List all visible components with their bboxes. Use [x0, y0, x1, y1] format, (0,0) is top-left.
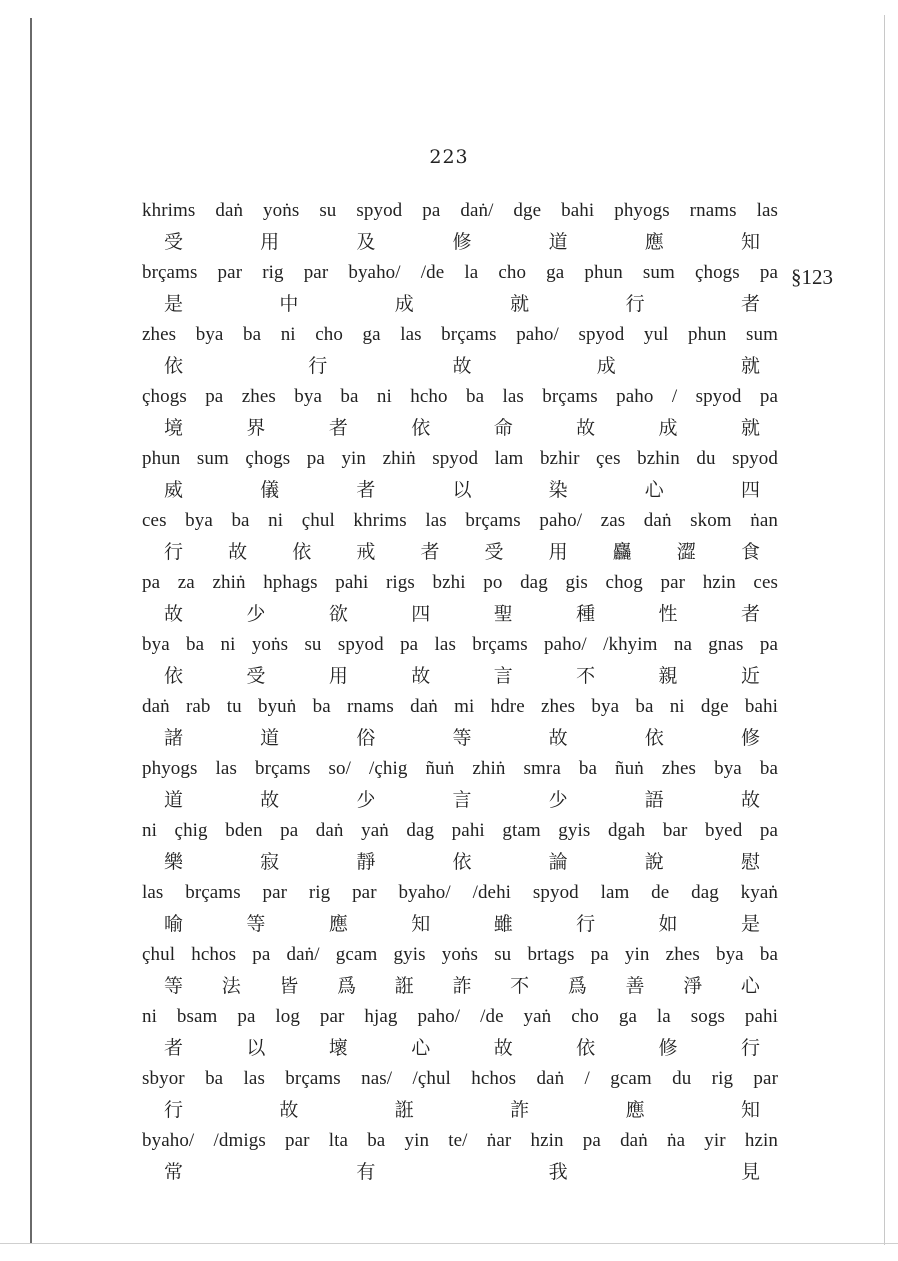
chinese-gloss-char: 心 [644, 479, 664, 501]
chinese-gloss-char: 用 [328, 665, 348, 687]
chinese-gloss-char: 者 [328, 417, 348, 439]
chinese-gloss-line [142, 538, 778, 566]
chinese-gloss-char: 知 [411, 913, 431, 935]
chinese-gloss-char: 就 [740, 417, 760, 439]
text-block [142, 194, 778, 1186]
chinese-gloss-line [142, 290, 778, 318]
chinese-gloss-char: 食 [740, 541, 760, 563]
interlinear-row [142, 256, 778, 318]
tibetan-line: bya ba ni yoṅs su spyod pa las brçams paho/ /khyim na gnas pa [142, 634, 778, 655]
chinese-gloss-char: 見 [740, 1161, 760, 1183]
chinese-gloss-char: 詐 [510, 1099, 530, 1121]
chinese-gloss-char: 諸 [164, 727, 184, 749]
chinese-gloss-char: 等 [246, 913, 266, 935]
chinese-gloss-char: 四 [740, 479, 760, 501]
chinese-gloss-char: 語 [644, 789, 664, 811]
chinese-gloss-char: 不 [510, 975, 530, 997]
interlinear-row [142, 504, 778, 566]
page-number: 223 [429, 146, 469, 168]
chinese-gloss-char: 故 [576, 417, 596, 439]
interlinear-row [142, 442, 778, 504]
chinese-gloss-line [142, 228, 778, 256]
chinese-gloss-char: 心 [411, 1037, 431, 1059]
chinese-gloss-char: 成 [394, 293, 414, 315]
chinese-gloss-char: 境 [164, 417, 184, 439]
chinese-gloss-char: 行 [164, 1099, 184, 1121]
chinese-gloss-char: 知 [740, 1099, 760, 1121]
chinese-gloss-line [142, 1096, 778, 1124]
chinese-gloss-line [142, 600, 778, 628]
interlinear-row [142, 1062, 778, 1124]
interlinear-row [142, 938, 778, 1000]
chinese-gloss-char: 近 [740, 665, 760, 687]
chinese-gloss-char: 故 [260, 789, 280, 811]
interlinear-row [142, 628, 778, 690]
chinese-gloss-char: 行 [740, 1037, 760, 1059]
chinese-gloss-char: 依 [164, 665, 184, 687]
interlinear-row [142, 1124, 778, 1186]
chinese-gloss-char: 依 [164, 355, 184, 377]
chinese-gloss-char: 道 [164, 789, 184, 811]
chinese-gloss-char: 皆 [279, 975, 299, 997]
chinese-gloss-char: 應 [644, 231, 664, 253]
interlinear-row [142, 690, 778, 752]
chinese-gloss-char: 命 [493, 417, 513, 439]
chinese-gloss-char: 故 [279, 1099, 299, 1121]
left-margin-rule [30, 18, 32, 1243]
chinese-gloss-char: 俗 [356, 727, 376, 749]
chinese-gloss-char: 我 [548, 1161, 568, 1183]
chinese-gloss-char: 依 [292, 541, 312, 563]
chinese-gloss-char: 故 [411, 665, 431, 687]
chinese-gloss-char: 依 [576, 1037, 596, 1059]
chinese-gloss-char: 澀 [676, 541, 696, 563]
chinese-gloss-char: 故 [164, 603, 184, 625]
chinese-gloss-char: 道 [260, 727, 280, 749]
interlinear-row [142, 752, 778, 814]
chinese-gloss-char: 知 [740, 231, 760, 253]
chinese-gloss-char: 性 [658, 603, 678, 625]
right-margin-rule [884, 15, 885, 1245]
chinese-gloss-char: 論 [548, 851, 568, 873]
chinese-gloss-char: 言 [493, 665, 513, 687]
chinese-gloss-char: 善 [625, 975, 645, 997]
chinese-gloss-char: 修 [658, 1037, 678, 1059]
chinese-gloss-char: 修 [452, 231, 472, 253]
chinese-gloss-char: 就 [740, 355, 760, 377]
chinese-gloss-char: 少 [548, 789, 568, 811]
chinese-gloss-char: 依 [644, 727, 664, 749]
chinese-gloss-char: 受 [246, 665, 266, 687]
chinese-gloss-char: 爲 [567, 975, 587, 997]
chinese-gloss-char: 壞 [328, 1037, 348, 1059]
chinese-gloss-char: 有 [356, 1161, 376, 1183]
chinese-gloss-char: 修 [740, 727, 760, 749]
chinese-gloss-char: 及 [356, 231, 376, 253]
chinese-gloss-char: 誑 [394, 975, 414, 997]
chinese-gloss-char: 慰 [740, 851, 760, 873]
chinese-gloss-char: 故 [493, 1037, 513, 1059]
chinese-gloss-char: 中 [279, 293, 299, 315]
chinese-gloss-char: 成 [658, 417, 678, 439]
chinese-gloss-char: 等 [452, 727, 472, 749]
chinese-gloss-char: 常 [164, 1161, 184, 1183]
chinese-gloss-line [142, 662, 778, 690]
chinese-gloss-char: 故 [740, 789, 760, 811]
chinese-gloss-char: 樂 [164, 851, 184, 873]
tibetan-line: las brçams par rig par byaho/ /dehi spyod lam de dag kyaṅ [142, 882, 778, 903]
chinese-gloss-char: 者 [740, 603, 760, 625]
interlinear-row [142, 380, 778, 442]
tibetan-line: sbyor ba las brçams nas/ /çhul hchos daṅ / gcam du rig par [142, 1068, 778, 1089]
chinese-gloss-char: 故 [228, 541, 248, 563]
chinese-gloss-char: 故 [452, 355, 472, 377]
chinese-gloss-line [142, 910, 778, 938]
chinese-gloss-char: 者 [164, 1037, 184, 1059]
chinese-gloss-char: 行 [576, 913, 596, 935]
chinese-gloss-char: 依 [411, 417, 431, 439]
chinese-gloss-char: 言 [452, 789, 472, 811]
chinese-gloss-char: 用 [260, 231, 280, 253]
tibetan-line: byaho/ /dmigs par lta ba yin te/ ṅar hzin pa daṅ ṅa yir hzin [142, 1130, 778, 1151]
chinese-gloss-char: 就 [510, 293, 530, 315]
chinese-gloss-char: 詐 [452, 975, 472, 997]
chinese-gloss-char: 成 [596, 355, 616, 377]
chinese-gloss-char: 者 [356, 479, 376, 501]
chinese-gloss-char: 威 [164, 479, 184, 501]
chinese-gloss-char: 靜 [356, 851, 376, 873]
chinese-gloss-line [142, 972, 778, 1000]
chinese-gloss-char: 應 [625, 1099, 645, 1121]
chinese-gloss-char: 種 [576, 603, 596, 625]
chinese-gloss-char: 雖 [493, 913, 513, 935]
chinese-gloss-char: 法 [221, 975, 241, 997]
tibetan-line: çhul hchos pa daṅ/ gcam gyis yoṅs su brtags pa yin zhes bya ba [142, 944, 778, 965]
bottom-margin-rule [0, 1243, 898, 1244]
tibetan-line: ni bsam pa log par hjag paho/ /de yaṅ cho ga la sogs pahi [142, 1006, 778, 1027]
chinese-gloss-char: 等 [164, 975, 184, 997]
chinese-gloss-char: 寂 [260, 851, 280, 873]
chinese-gloss-char: 以 [452, 479, 472, 501]
chinese-gloss-char: 故 [548, 727, 568, 749]
chinese-gloss-line [142, 724, 778, 752]
chinese-gloss-line [142, 848, 778, 876]
chinese-gloss-char: 淨 [683, 975, 703, 997]
chinese-gloss-char: 界 [246, 417, 266, 439]
tibetan-line: daṅ rab tu byuṅ ba rnams daṅ mi hdre zhes bya ba ni dge bahi [142, 696, 778, 717]
chinese-gloss-char: 四 [411, 603, 431, 625]
chinese-gloss-char: 親 [658, 665, 678, 687]
tibetan-line: phyogs las brçams so/ /çhig ñuṅ zhiṅ smra ba ñuṅ zhes bya ba [142, 758, 778, 779]
tibetan-line: çhogs pa zhes bya ba ni hcho ba las brçams paho / spyod pa [142, 386, 778, 407]
chinese-gloss-char: 行 [308, 355, 328, 377]
chinese-gloss-line [142, 414, 778, 442]
chinese-gloss-line [142, 352, 778, 380]
chinese-gloss-char: 者 [740, 293, 760, 315]
chinese-gloss-char: 受 [164, 231, 184, 253]
tibetan-line: zhes bya ba ni cho ga las brçams paho/ spyod yul phun sum [142, 324, 778, 345]
interlinear-row [142, 194, 778, 256]
chinese-gloss-char: 以 [246, 1037, 266, 1059]
chinese-gloss-line [142, 1034, 778, 1062]
interlinear-row [142, 566, 778, 628]
tibetan-line: phun sum çhogs pa yin zhiṅ spyod lam bzhir çes bzhin du spyod [142, 448, 778, 469]
chinese-gloss-char: 受 [484, 541, 504, 563]
chinese-gloss-char: 少 [356, 789, 376, 811]
tibetan-line: brçams par rig par byaho/ /de la cho ga phun sum çhogs pa [142, 262, 778, 283]
chinese-gloss-char: 麤 [612, 541, 632, 563]
chinese-gloss-char: 行 [164, 541, 184, 563]
chinese-gloss-char: 是 [164, 293, 184, 315]
chinese-gloss-char: 不 [576, 665, 596, 687]
chinese-gloss-char: 染 [548, 479, 568, 501]
chinese-gloss-char: 儀 [260, 479, 280, 501]
chinese-gloss-char: 說 [644, 851, 664, 873]
chinese-gloss-char: 聖 [493, 603, 513, 625]
chinese-gloss-char: 喻 [164, 913, 184, 935]
section-mark: §123 [791, 265, 833, 289]
tibetan-line: khrims daṅ yoṅs su spyod pa daṅ/ dge bahi phyogs rnams las [142, 200, 778, 221]
chinese-gloss-char: 是 [740, 913, 760, 935]
interlinear-row [142, 814, 778, 876]
interlinear-row [142, 876, 778, 938]
chinese-gloss-line [142, 476, 778, 504]
chinese-gloss-char: 欲 [328, 603, 348, 625]
chinese-gloss-char: 心 [740, 975, 760, 997]
chinese-gloss-char: 用 [548, 541, 568, 563]
chinese-gloss-char: 行 [625, 293, 645, 315]
tibetan-line: ni çhig bden pa daṅ yaṅ dag pahi gtam gyis dgah bar byed pa [142, 820, 778, 841]
chinese-gloss-line [142, 786, 778, 814]
chinese-gloss-char: 依 [452, 851, 472, 873]
chinese-gloss-char: 應 [328, 913, 348, 935]
chinese-gloss-line [142, 1158, 778, 1186]
chinese-gloss-char: 誑 [394, 1099, 414, 1121]
interlinear-row [142, 318, 778, 380]
chinese-gloss-char: 如 [658, 913, 678, 935]
interlinear-row [142, 1000, 778, 1062]
chinese-gloss-char: 爲 [337, 975, 357, 997]
chinese-gloss-char: 少 [246, 603, 266, 625]
chinese-gloss-char: 者 [420, 541, 440, 563]
chinese-gloss-char: 戒 [356, 541, 376, 563]
tibetan-line: pa za zhiṅ hphags pahi rigs bzhi po dag gis chog par hzin ces [142, 572, 778, 593]
chinese-gloss-char: 道 [548, 231, 568, 253]
tibetan-line: ces bya ba ni çhul khrims las brçams paho/ zas daṅ skom ṅan [142, 510, 778, 531]
